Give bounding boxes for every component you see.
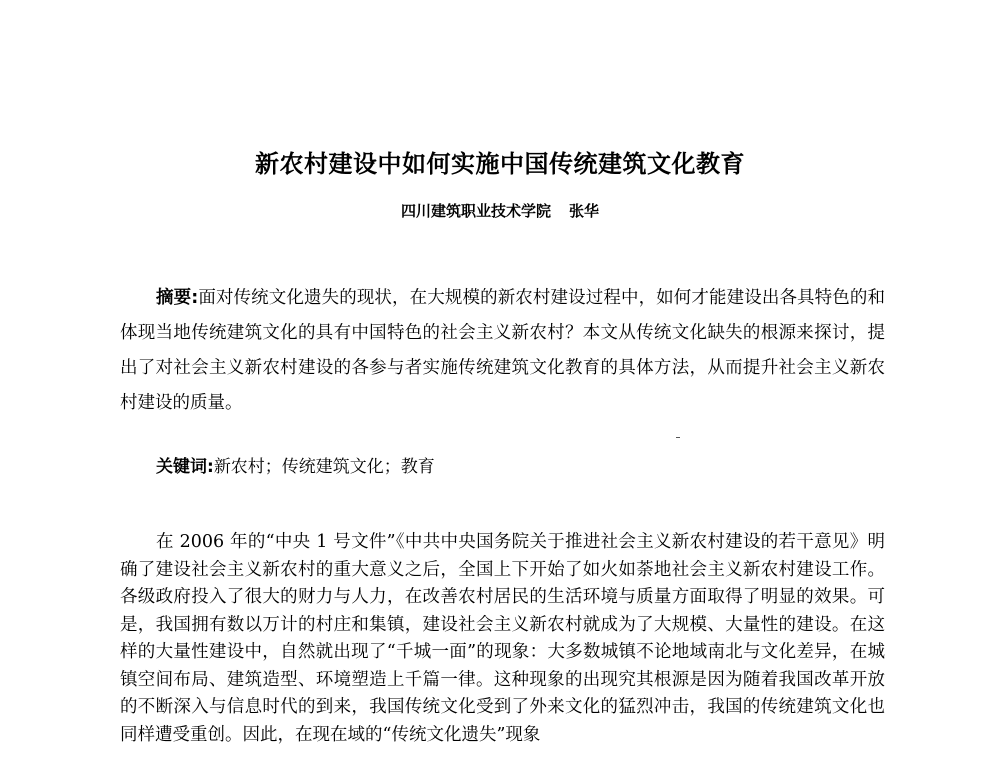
author-line — [0, 200, 1000, 221]
abstract-paragraph — [120, 281, 885, 421]
keywords-line — [156, 452, 435, 477]
body-paragraph: 在 2006 年的“中央 1 号文件”《中共中央国务院关于推进社会主义新农村建设的若干意见》明确了建设社会主义新农村的重大意义之后，全国上下开始了如火如荼地社会主义新农村建设工作。各级政府投入了很大的财力与人力，在改善农村居民的生活环境与质量方面取得了明显的效果。可是，我国拥有数以万计的村庄和集镇，建设社会主义新农村就成为了大规模、大量性的建设。在这样的大量性建设中，自然就出现了“千城一面”的现象：大多数城镇不论地域南北与文化差异，在城镇空间布局、建筑造型、环境塑造上千篇一律。这种现象的出现究其根源是因为随着我国改革开放的不断深入与信息时代的到来，我国传统文化受到了外来文化的猛烈冲击，我国的传统建筑文化也同样遭受重创。因此，在现在域的“传统文化遗失”现象 — [120, 532, 885, 745]
author-name: 张华 — [569, 202, 600, 220]
abstract-label: 摘要: — [156, 288, 199, 308]
abstract-text: 面对传统文化遗失的现状，在大规模的新农村建设过程中，如何才能建设出各具特色的和体现当地传统建筑文化的具有中国特色的社会主义新农村？本文从传统文化缺失的根源来探讨，提出了对社会主义新农村建设的各参与者实施传统建筑文化教育的具体方法，从而提升社会主义新农村建设的质量。 — [120, 288, 885, 413]
author-affiliation: 四川建筑职业技术学院 — [400, 202, 551, 220]
keywords-text: 新农村；传统建筑文化；教育 — [213, 457, 435, 477]
paper-title: 新农村建设中如何实施中国传统建筑文化教育 — [255, 150, 745, 178]
keywords-label: 关键词: — [156, 457, 214, 477]
scan-speck — [676, 437, 680, 438]
